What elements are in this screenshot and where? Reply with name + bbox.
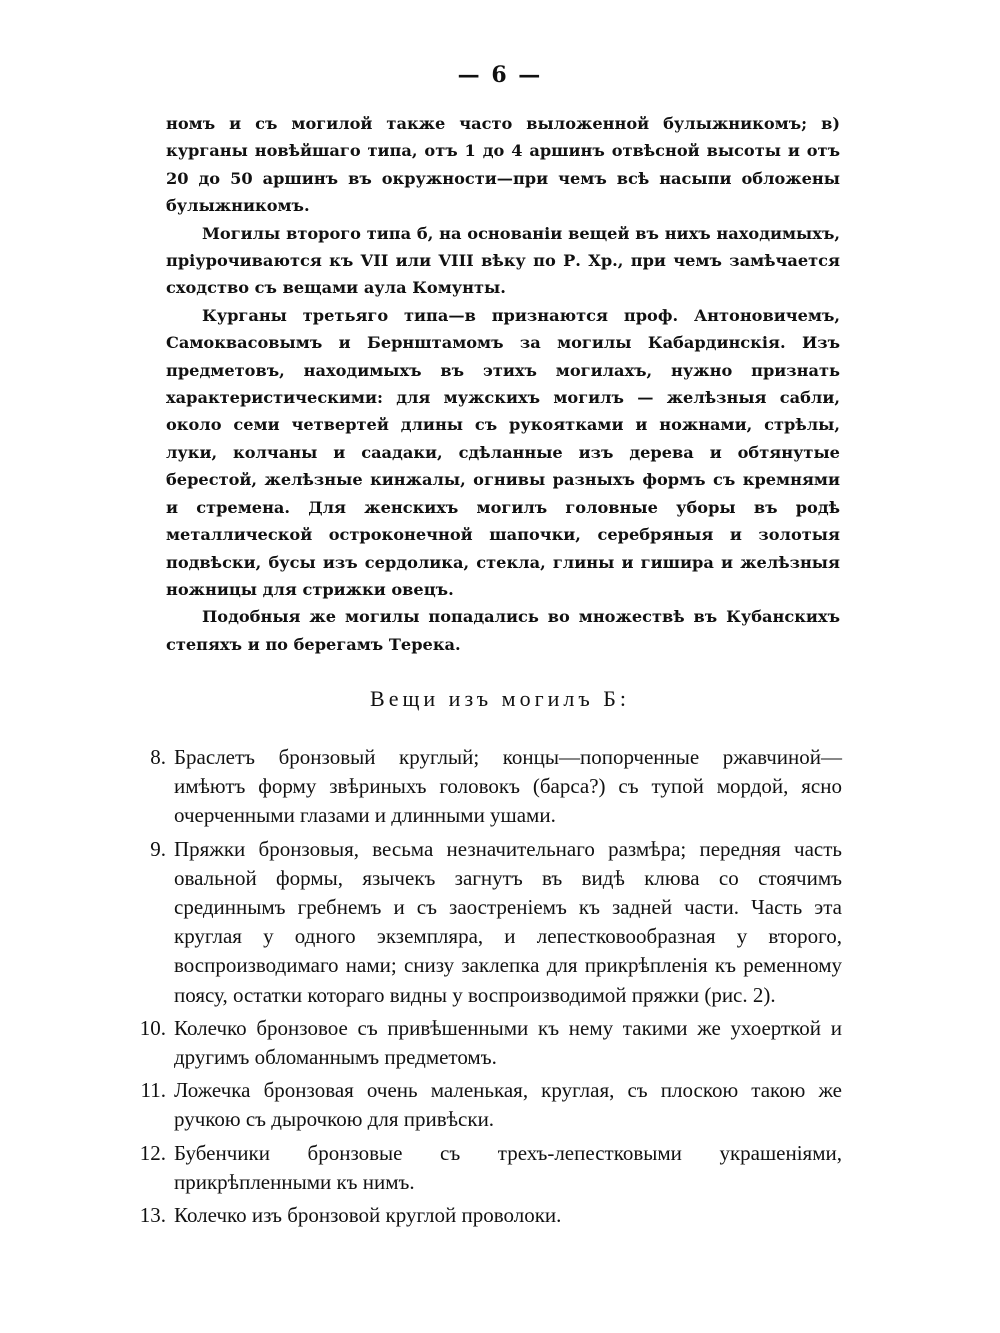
item-number: 9. <box>150 836 166 861</box>
item-text: Колечко бронзовое съ привѣшенными къ нему такими же ухоерткой и другимъ обломаннымъ предметомъ. <box>174 1015 842 1070</box>
item-list <box>126 743 842 1234</box>
item-number: 13. <box>139 1203 166 1228</box>
page-number: — 6 — <box>457 62 543 88</box>
item-text: Браслетъ бронзовый круглый; концы—попорченные ржавчиной— имѣютъ форму звѣриныхъ головокъ (барса?) съ тупой мордой, ясно очерченными глазами и длинными ушами. <box>174 745 842 828</box>
item-number: 12. <box>139 1140 166 1165</box>
item-number: 10. <box>139 1015 166 1040</box>
item-text: Пряжки бронзовыя, весьма незначительнаго размѣра; передняя часть овальной формы, язычекъ загнутъ въ видѣ клюва со стоячимъ срединнымъ гребнемъ и съ заостренiемъ къ задней части. Часть эта круглая у одного экземпляра, и лепестковообразная у второго, воспроизводимаго нами; снизу заклепка для прикрѣпленiя къ ременному поясу, остатки котораго видны у воспроизводимой пряжки (рис. 2). <box>174 836 842 1007</box>
item-number: 11. <box>140 1078 166 1103</box>
list-item <box>126 835 842 1010</box>
list-item <box>126 1014 842 1072</box>
list-item <box>126 743 842 831</box>
section-heading: Вещи изъ могилъ Б: <box>370 686 630 711</box>
paragraph: Подобныя же могилы попадались во множествѣ въ Кубанскихъ степяхъ и по берегамъ Терека. <box>166 607 840 654</box>
item-text: Ложечка бронзовая очень маленькая, круглая, съ плоскою такою же ручкою съ дырочкою для привѣски. <box>174 1078 842 1132</box>
paragraph: номъ и съ могилой также часто выложенной булыжникомъ; в) курганы новѣйшаго типа, отъ 1 до 4 аршинъ отвѣсной высоты и отъ 20 до 50 аршинъ въ окружности—при чемъ всѣ насыпи обложены булыжникомъ. <box>166 114 840 216</box>
paragraph: Курганы третьяго типа—в признаются проф. Антоновичемъ, Самоквасовымъ и Бернштамомъ за могилы Кабардинскiя. Изъ предметовъ, находимыхъ въ этихъ могилахъ, нужно признать характеристическими: для мужскихъ могилъ — желѣзныя сабли, около семи четвертей длины съ рукоятками и ножнами, стрѣлы, луки, колчаны и саадаки, сдѣланные изъ дерева и обтянутые берестой, желѣзные кинжалы, огнивы разныхъ формъ съ кремнями и стремена. Для женскихъ могилъ головные уборы въ родѣ металлической остроконечной шапочки, серебряныя и золотыя подвѣски, бусы изъ сердолика, стекла, глины и гишира и желѣзныя ножницы для стрижки овецъ. <box>166 305 840 599</box>
item-number: 8. <box>150 745 166 769</box>
item-text: Колечко изъ бронзовой круглой проволоки. <box>174 1203 562 1228</box>
item-text: Бубенчики бронзовые съ трехъ-лепестковыми украшенiями, прикрѣпленными къ нимъ. <box>174 1140 842 1194</box>
list-item <box>126 1139 842 1197</box>
list-item <box>126 1201 842 1230</box>
body-text <box>166 110 840 658</box>
paragraph: Могилы второго типа б, на основанiи вещей въ нихъ находимыхъ, прiурочиваются къ VII или VIII вѣку по Р. Хр., при чемъ замѣчается сходство съ вещами аула Комунты. <box>166 223 840 298</box>
list-item <box>126 1076 842 1134</box>
